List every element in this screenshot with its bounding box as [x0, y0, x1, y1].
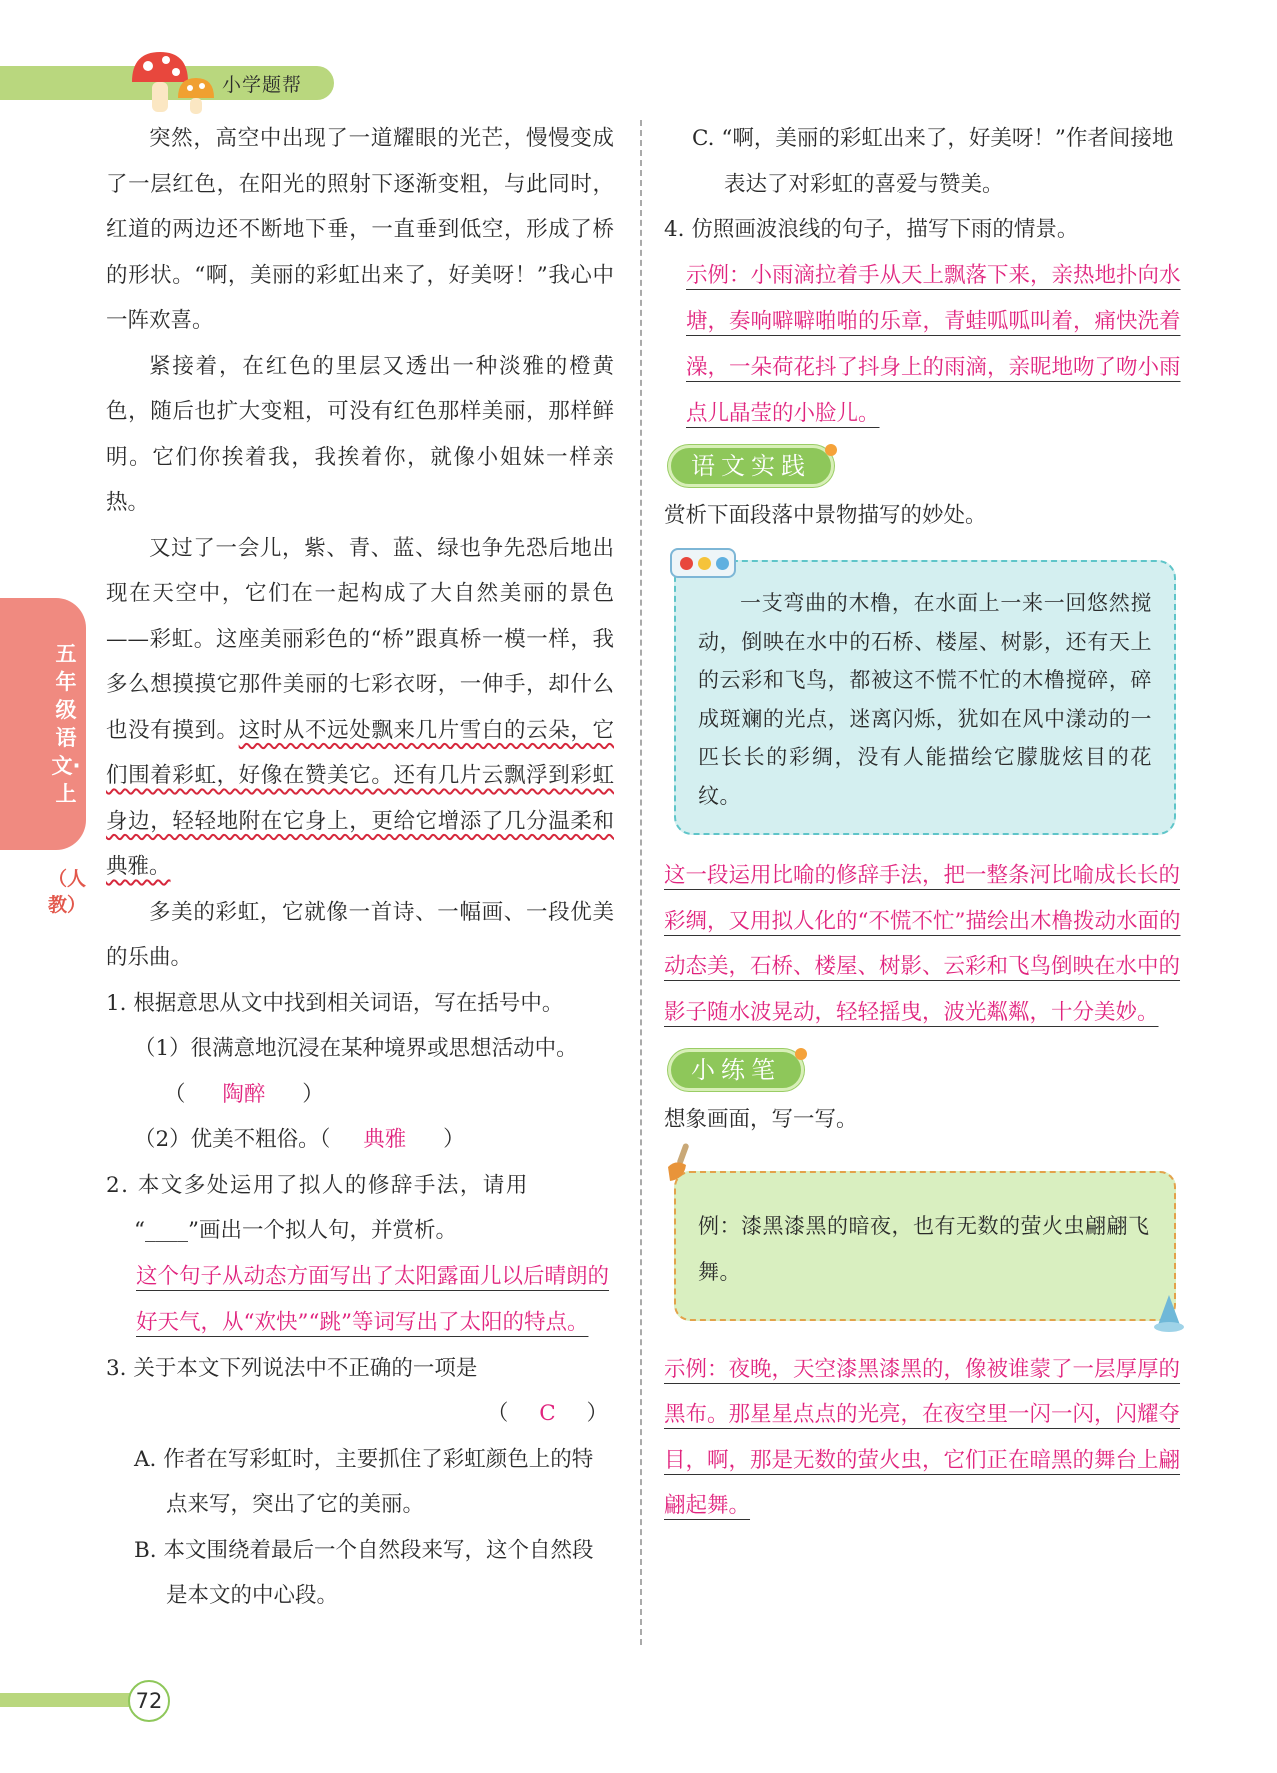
writing-answer-block [664, 1347, 1186, 1529]
bracket-open: （ [486, 1401, 509, 1426]
practice-box-text: 一支弯曲的木橹，在水面上一来一回悠然搅动，倒映在水中的石桥、楼屋、树影，还有天上的云彩和飞鸟，都被这不慌不忙的木橹搅碎，碎成斑斓的光点，迷离闪烁，犹如在风中漾动的一匹长长的彩绸，没有人能描绘它朦胧炫目的花纹。 [698, 591, 1152, 808]
question-1-2 [134, 1117, 614, 1163]
writing-answer: 示例：夜晚，天空漆黑漆黑的，像被谁蒙了一层厚厚的黑布。那星星点点的光亮，在夜空里一闪一闪，闪耀夺目，啊，那是无数的萤火虫，它们正在暗黑的舞台上翩翩起舞。 [664, 1356, 1181, 1518]
question-1-2-answer: 典雅 [363, 1127, 407, 1152]
question-1-2-text: （2）优美不粗俗。（ [134, 1127, 331, 1152]
bracket-open: （ [164, 1081, 186, 1107]
header-title: 小学题帮 [222, 74, 303, 96]
question-2-answer-block [136, 1254, 614, 1346]
bracket-close: ） [586, 1401, 608, 1426]
brush-icon [662, 1141, 702, 1185]
practice-badge-label: 语文实践 [691, 451, 811, 480]
practice-answer: 这一段运用比喻的修辞手法，把一整条河比喻成长长的彩绸，又用拟人化的“不慌不忙”描绘出木橹拨动水面的动态美，石桥、楼屋、树影、云彩和飞鸟倒映在水中的影子随水波晃动，轻轻摇曳，波光粼粼，十分美妙。 [664, 863, 1181, 1025]
practice-answer-block [664, 853, 1186, 1035]
question-3-answer-line [106, 1391, 614, 1437]
question-1-1: （1）很满意地沉浸在某种境界或思想活动中。 [134, 1036, 578, 1061]
bracket-close: ） [302, 1081, 324, 1107]
right-column [664, 116, 1186, 1529]
writing-example: 例：漆黑漆黑的暗夜，也有无数的萤火虫翩翩飞舞。 [698, 1213, 1150, 1284]
mushroom-icon [128, 48, 220, 118]
ink-bottle-icon [1152, 1293, 1186, 1333]
writing-badge-label: 小练笔 [691, 1056, 781, 1084]
question-4-answer: 示例：小雨滴拉着手从天上飘落下来，亲热地扑向水塘，奏响噼噼啪啪的乐章，青蛙呱呱叫着，痛快洗着澡，一朵荷花抖了抖身上的雨滴，亲昵地吻了吻小雨点儿晶莹的小脸儿。 [686, 262, 1181, 426]
writing-badge [668, 1049, 804, 1091]
badge-dot-icon [825, 444, 837, 456]
question-3-option-c: C. “啊，美丽的彩虹出来了，好美呀！”作者间接地表达了对彩虹的喜爱与赞美。 [692, 126, 1174, 197]
side-tab-edition: （人教） [48, 868, 87, 916]
writing-prompt: 想象画面，写一写。 [664, 1107, 858, 1132]
column-divider [640, 120, 642, 1645]
badge-dot-icon [795, 1048, 807, 1060]
question-3-option-a: A. 作者在写彩虹时，主要抓住了彩虹颜色上的特点来写，突出了它的美丽。 [134, 1446, 594, 1517]
question-2: 2. 本文多处运用了拟人的修辞手法，请用 [106, 1172, 529, 1198]
question-3-answer: C [539, 1401, 556, 1426]
question-3: 3. 关于本文下列说法中不正确的一项是 [106, 1355, 478, 1381]
question-2-answer: 这个句子从动态方面写出了太阳露面儿以后晴朗的好天气，从“欢快”“跳”等词写出了太阳的特点。 [136, 1263, 610, 1335]
passage [106, 116, 614, 981]
passage-paragraph: 紧接着，在红色的里层又透出一种淡雅的橙黄色，随后也扩大变粗，可没有红色那样美丽，那样鲜明。它们你挨着我，我挨着你，就像小姐妹一样亲热。 [106, 353, 614, 515]
wavy-underlined-sentence: 这时从不远处飘来几片雪白的云朵，它们围着彩虹，好像在赞美它。还有几片云飘浮到彩虹身边，轻轻地附在它身上，更给它增添了几分温柔和典雅。 [106, 717, 614, 879]
page-number: 72 [128, 1680, 170, 1722]
writing-example-box [674, 1171, 1176, 1321]
question-2-line2: “____”画出一个拟人句，并赏析。 [134, 1218, 457, 1243]
passage-text: 又过了一会儿，紫、青、蓝、绿也争先恐后地出现在天空中，它们在一起构成了大自然美丽的景色——彩虹。这座美丽彩色的“桥”跟真桥一模一样，我多么想摸摸它那件美丽的七彩衣呀，一伸手，却什么也没有摸到。 [106, 535, 614, 743]
bracket-close: ） [443, 1127, 465, 1152]
question-3-option-b: B. 本文围绕着最后一个自然段来写，这个自然段是本文的中心段。 [134, 1537, 594, 1608]
practice-prompt: 赏析下面段落中景物描写的妙处。 [664, 502, 987, 528]
question-4: 4. 仿照画波浪线的句子，描写下雨的情景。 [664, 217, 1079, 242]
question-1-1-answer-line [164, 1072, 614, 1118]
page-number-bar [0, 1693, 148, 1707]
question-4-answer-block [686, 253, 1186, 437]
question-1: 1. 根据意思从文中找到相关词语，写在括号中。 [106, 990, 564, 1016]
passage-paragraph [106, 526, 614, 890]
traffic-light-icon [670, 548, 736, 578]
side-tab-grade: 五年级语文·上 [51, 642, 81, 806]
practice-text-box [674, 560, 1176, 835]
practice-badge [668, 445, 834, 487]
passage-paragraph: 突然，高空中出现了一道耀眼的光芒，慢慢变成了一层红色，在阳光的照射下逐渐变粗，与此同时，红道的两边还不断地下垂，一直垂到低空，形成了桥的形状。“啊，美丽的彩虹出来了，好美呀！”我心中一阵欢喜。 [106, 126, 614, 333]
passage-paragraph: 多美的彩虹，它就像一首诗、一幅画、一段优美的乐曲。 [106, 899, 614, 970]
left-column [106, 116, 614, 1619]
question-1-1-answer: 陶醉 [222, 1081, 266, 1107]
